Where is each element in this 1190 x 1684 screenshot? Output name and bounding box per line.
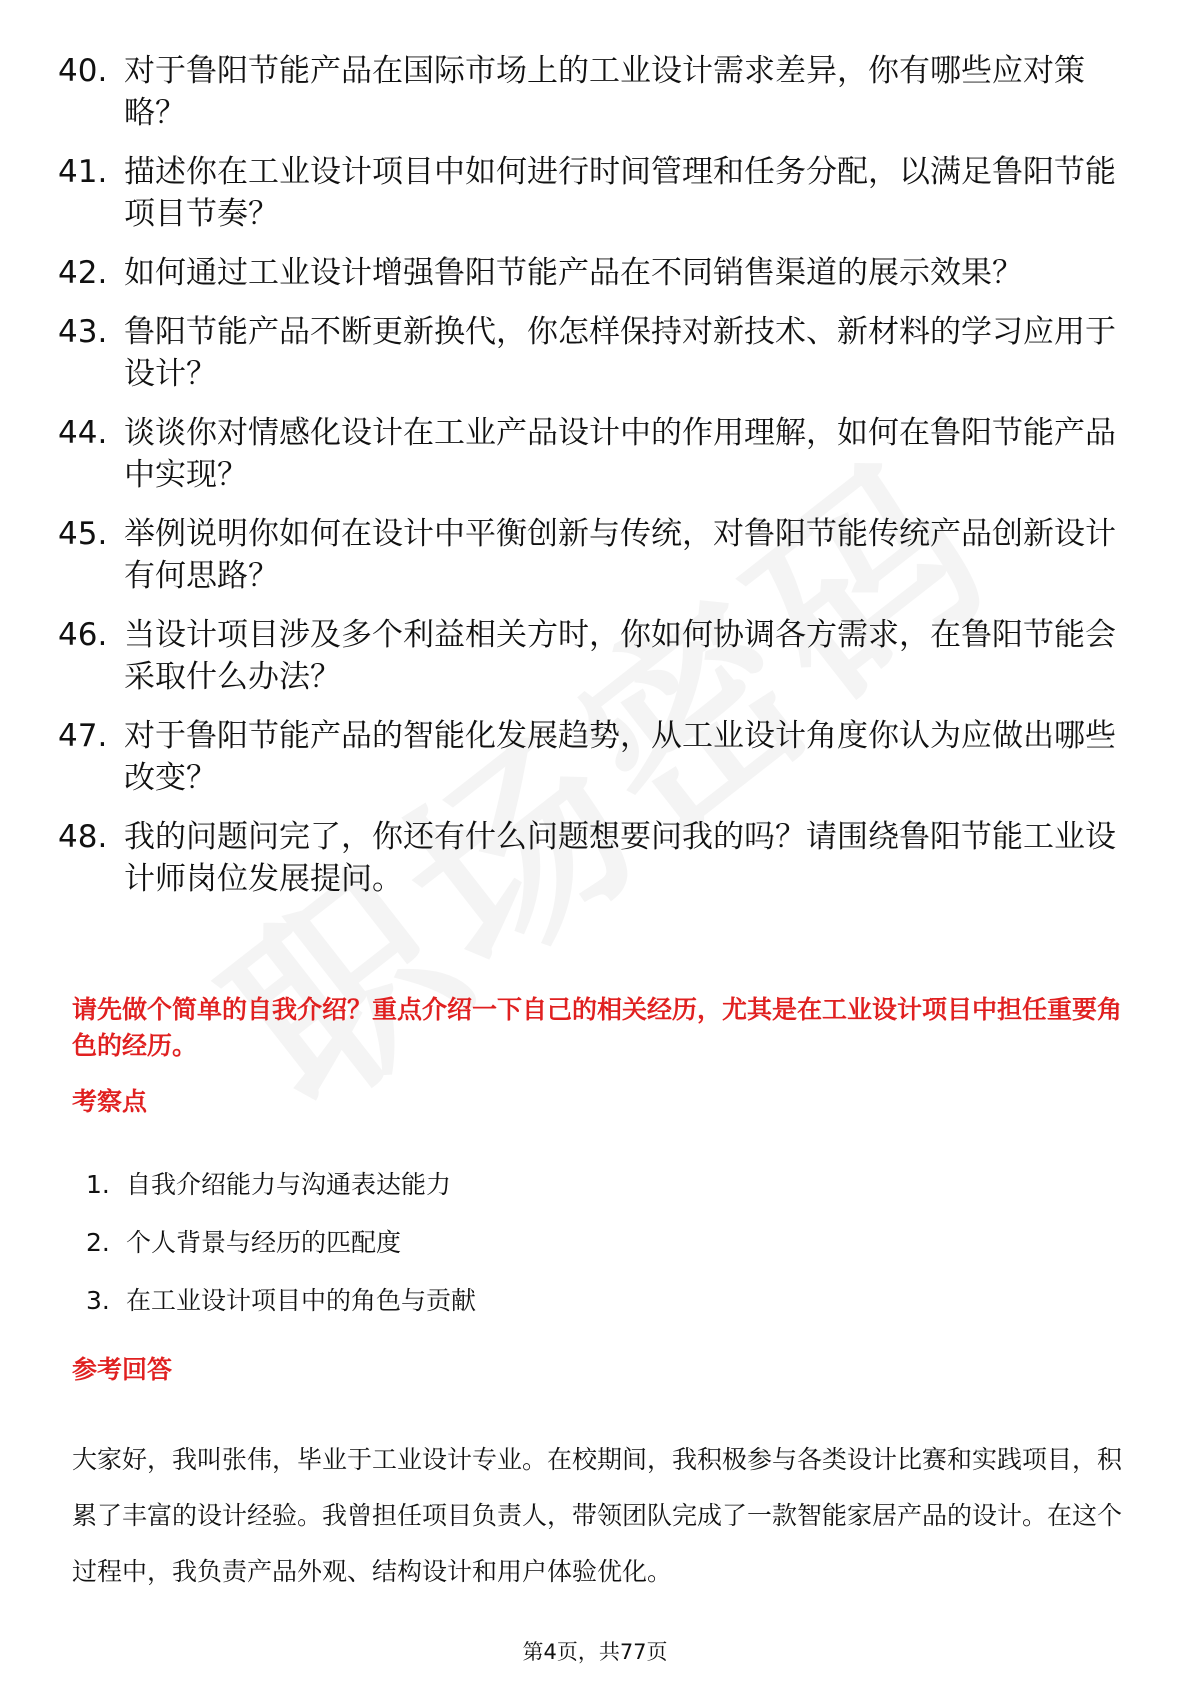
point-text: 个人背景与经历的匹配度 (126, 1228, 402, 1257)
assessment-point (86, 1284, 476, 1318)
point-text: 自我介绍能力与沟通表达能力 (126, 1170, 452, 1199)
question-text: 鲁阳节能产品不断更新换代，你怎样保持对新技术、新材料的学习应用于设计？ (124, 314, 1116, 392)
question-number: 44. (58, 415, 108, 451)
reference-heading: 参考回答 (72, 1355, 173, 1384)
reference-answer: 大家好，我叫张伟，毕业于工业设计专业。在校期间，我积极参与各类设计比赛和实践项目，积累了丰富的设计经验。我曾担任项目负责人，带领团队完成了一款智能家居产品的设计。在这个过程中，我负责产品外观、结构设计和用户体验优化。 (72, 1445, 1123, 1586)
assessment-point (86, 1226, 476, 1260)
question-item (58, 151, 1128, 235)
question-item (58, 816, 1128, 900)
question-number: 48. (58, 819, 108, 855)
question-number: 41. (58, 154, 108, 190)
assessment-point (86, 1168, 476, 1202)
question-list (58, 50, 1128, 917)
question-text: 我的问题问完了，你还有什么问题想要问我的吗？请围绕鲁阳节能工业设计师岗位发展提问。 (124, 819, 1116, 897)
question-number: 43. (58, 314, 108, 350)
question-item (58, 614, 1128, 698)
point-number: 1. (86, 1170, 110, 1199)
question-text: 对于鲁阳节能产品在国际市场上的工业设计需求差异，你有哪些应对策略？ (124, 53, 1085, 131)
question-number: 45. (58, 516, 108, 552)
question-item (58, 412, 1128, 496)
question-text: 谈谈你对情感化设计在工业产品设计中的作用理解，如何在鲁阳节能产品中实现？ (124, 415, 1116, 493)
question-text: 举例说明你如何在设计中平衡创新与传统，对鲁阳节能传统产品创新设计有何思路？ (124, 516, 1116, 594)
point-number: 2. (86, 1228, 110, 1257)
question-text: 对于鲁阳节能产品的智能化发展趋势，从工业设计角度你认为应做出哪些改变？ (124, 718, 1116, 796)
assessment-heading: 考察点 (72, 1087, 148, 1116)
question-text: 描述你在工业设计项目中如何进行时间管理和任务分配，以满足鲁阳节能项目节奏？ (124, 154, 1116, 232)
question-item (58, 715, 1128, 799)
page-footer: 第4页，共77页 (522, 1640, 668, 1664)
question-item (58, 311, 1128, 395)
point-text: 在工业设计项目中的角色与贡献 (126, 1286, 477, 1315)
question-item (58, 513, 1128, 597)
question-text: 当设计项目涉及多个利益相关方时，你如何协调各方需求，在鲁阳节能会采取什么办法？ (124, 617, 1116, 695)
question-number: 47. (58, 718, 108, 754)
question-number: 46. (58, 617, 108, 653)
question-number: 42. (58, 255, 108, 291)
question-text: 如何通过工业设计增强鲁阳节能产品在不同销售渠道的展示效果？ (124, 255, 1023, 291)
question-item (58, 50, 1128, 134)
point-number: 3. (86, 1286, 110, 1315)
question-number: 40. (58, 53, 108, 89)
assessment-points (86, 1168, 476, 1342)
question-item (58, 252, 1128, 294)
intro-question: 请先做个简单的自我介绍？重点介绍一下自己的相关经历，尤其是在工业设计项目中担任重要角色的经历。 (72, 995, 1123, 1060)
